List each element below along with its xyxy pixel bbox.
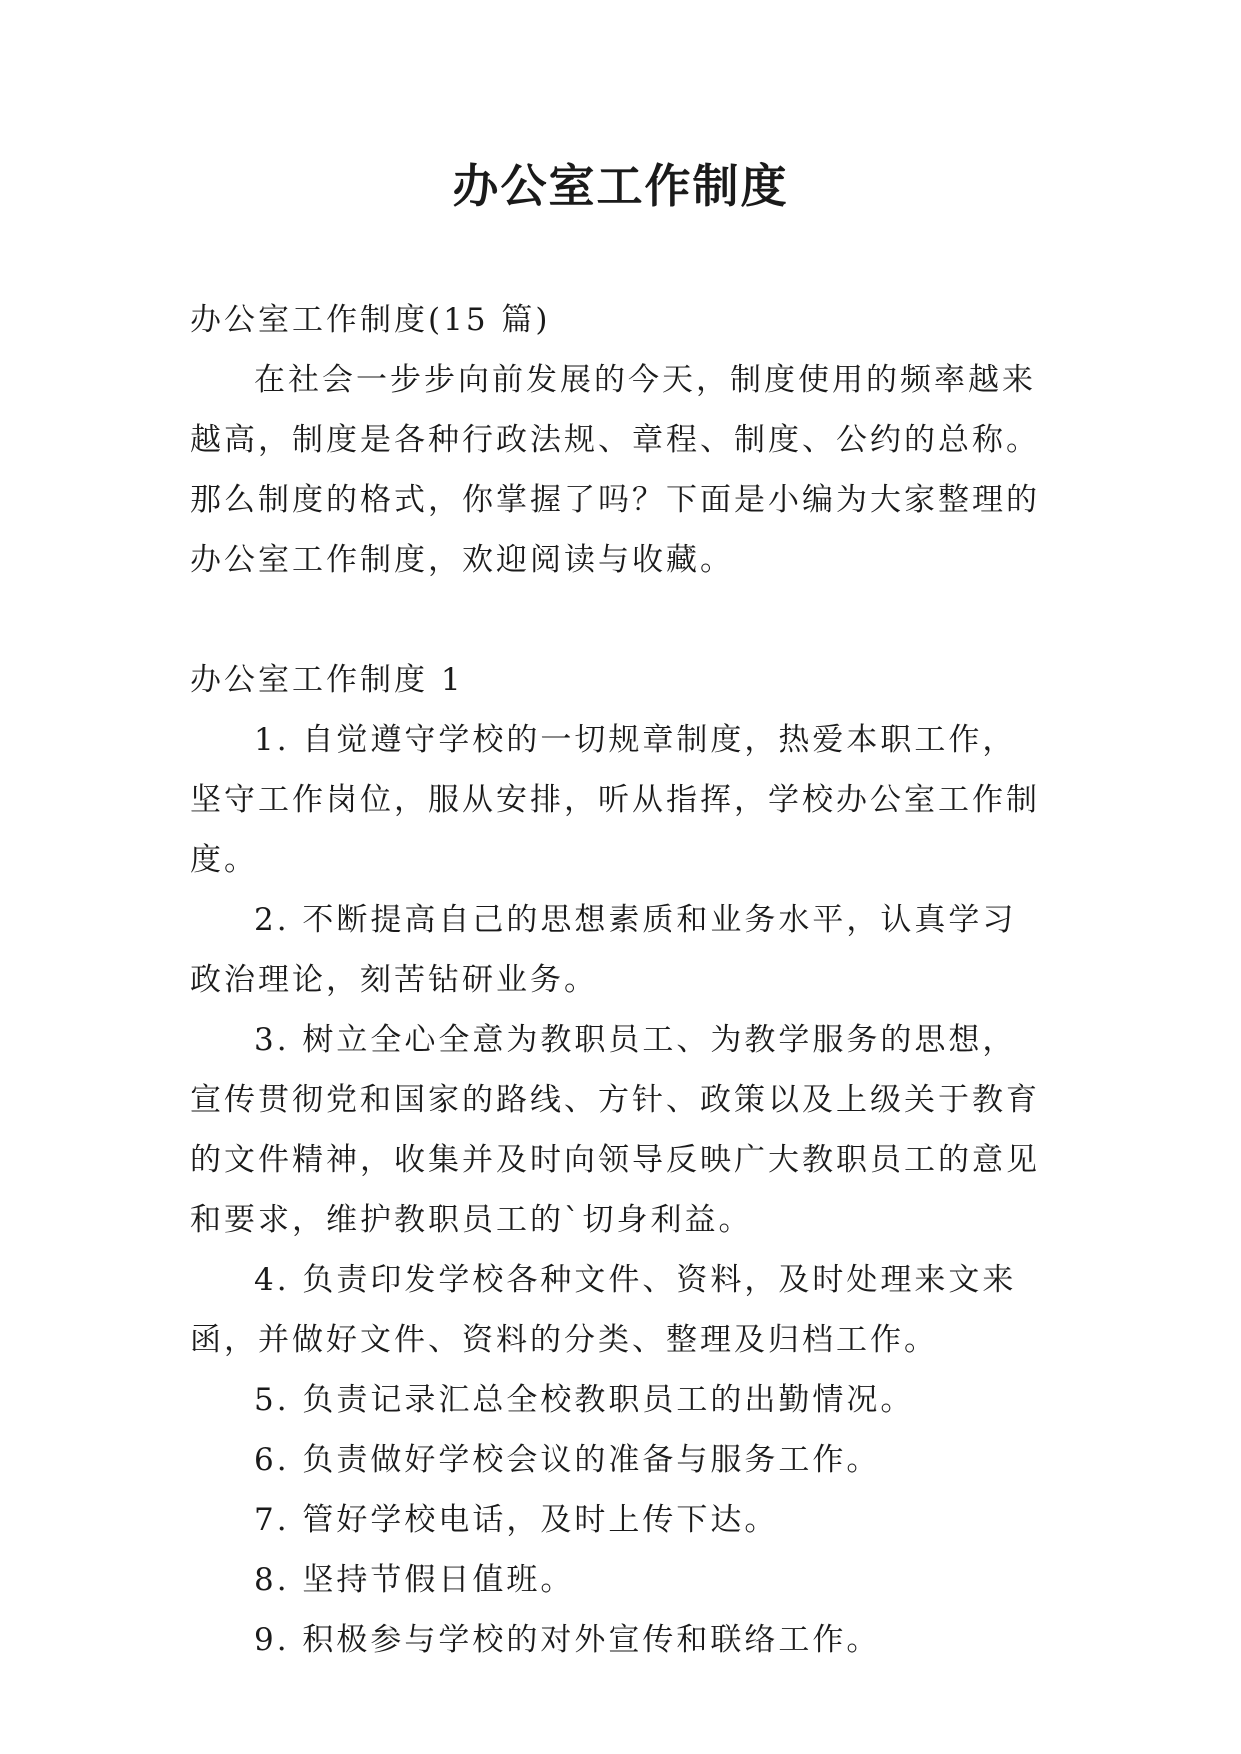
rule-item-9: 9. 积极参与学校的对外宣传和联络工作。 — [254, 1622, 881, 1658]
section-heading: 办公室工作制度 1 — [190, 662, 464, 698]
rule-item-4: 4. 负责印发学校各种文件、资料，及时处理来文来函，并做好文件、资料的分类、整理及归档工作。 — [190, 1262, 1017, 1358]
rule-item-1: 1. 自觉遵守学校的一切规章制度，热爱本职工作，坚守工作岗位，服从安排，听从指挥，学校办公室工作制度。 — [190, 722, 1040, 878]
rule-item-2: 2. 不断提高自己的思想素质和业务水平，认真学习政治理论，刻苦钻研业务。 — [190, 902, 1017, 998]
rule-item-8: 8. 坚持节假日值班。 — [254, 1562, 575, 1598]
document-title: 办公室工作制度 — [452, 159, 789, 213]
rule-item-5: 5. 负责记录汇总全校教职员工的出勤情况。 — [254, 1382, 915, 1418]
document-subtitle: 办公室工作制度(15 篇) — [190, 302, 551, 338]
rule-item-6: 6. 负责做好学校会议的准备与服务工作。 — [254, 1442, 881, 1478]
rule-item-7: 7. 管好学校电话，及时上传下达。 — [254, 1502, 779, 1538]
paragraph-spacer — [190, 590, 1050, 650]
document-body — [190, 290, 1050, 1670]
rule-item-3: 3. 树立全心全意为教职员工、为教学服务的思想，宣传贯彻党和国家的路线、方针、政策以及上级关于教育的文件精神，收集并及时向领导反映广大教职员工的意见和要求，维护教职员工的`切身利益。 — [190, 1022, 1040, 1238]
intro-paragraph: 在社会一步步向前发展的今天，制度使用的频率越来越高，制度是各种行政法规、章程、制度、公约的总称。那么制度的格式，你掌握了吗？下面是小编为大家整理的办公室工作制度，欢迎阅读与收藏。 — [190, 362, 1040, 578]
